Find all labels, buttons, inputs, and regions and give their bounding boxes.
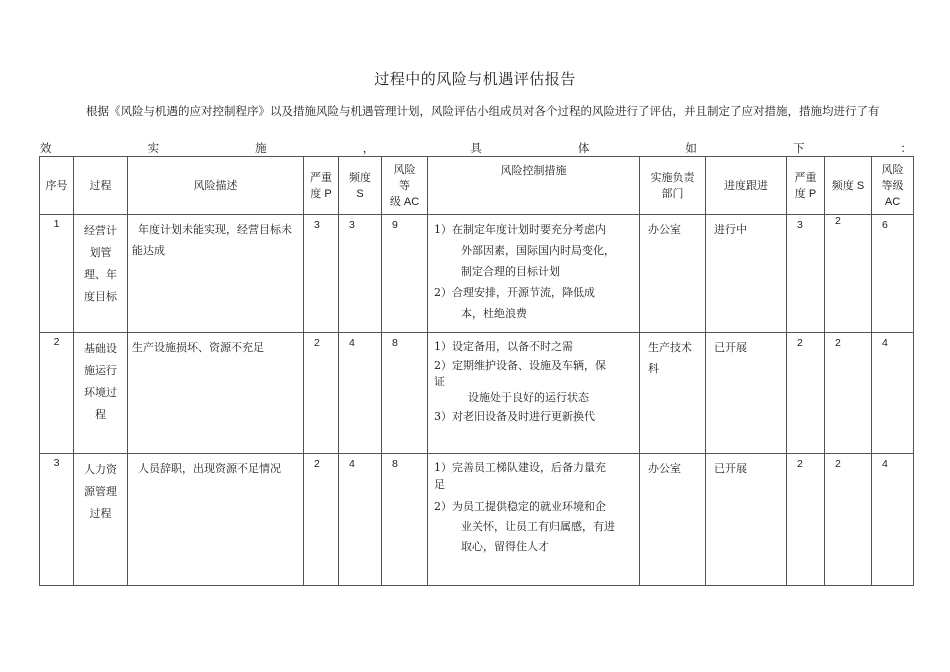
risk-table [39, 156, 914, 586]
row-progress: 已开展 [706, 454, 787, 586]
report-title: 过程中的风险与机遇评估报告 [374, 70, 576, 88]
header-severity-2: 严重 度 P [787, 157, 825, 215]
header-severity: 严重 度 P [304, 157, 339, 215]
row-severity-2: 2 [787, 454, 825, 586]
spread-char: 施 [255, 141, 267, 155]
measure-line: 取心，留得住人才 [461, 540, 549, 553]
intro-paragraph: 根据《风险与机遇的应对控制程序》以及措施风险与机遇管理计划，风险评估小组成员对各个过程的风险进行了评估，并且制定了应对措施，措施均进行了有 [86, 104, 880, 118]
measure-line: 业关怀，让员工有归属感，有进 [461, 520, 615, 533]
row-desc: 生产设施损坏、资源不充足 [128, 333, 304, 454]
row-measures [428, 333, 640, 454]
table-header-row [40, 157, 914, 215]
row-seq: 1 [40, 215, 74, 333]
row-desc: 年度计划未能实现，经营目标未能达成 [128, 215, 304, 333]
row-risk-level-2: 4 [872, 454, 914, 586]
spread-char: ， [362, 141, 375, 155]
row-dept: 办公室 [640, 454, 706, 586]
row-dept: 生产技术科 [640, 333, 706, 454]
row-risk-level: 8 [382, 454, 428, 586]
measure-line: 3）对老旧设备及时进行更新换代 [434, 410, 595, 423]
table-row [40, 454, 914, 586]
row-dept: 办公室 [640, 215, 706, 333]
row-seq: 2 [40, 333, 74, 454]
measure-line: 设施处于良好的运行状态 [468, 391, 589, 404]
row-measures [428, 215, 640, 333]
header-risk-level-2: 风险 等级 AC [872, 157, 914, 215]
spread-char: 效 [40, 141, 52, 155]
row-risk-level: 8 [382, 333, 428, 454]
table-row [40, 333, 914, 454]
spread-char: 具 [470, 141, 482, 155]
measure-line: 1）在制定年度计划时要充分考虑内 [434, 223, 606, 236]
spread-char: 实 [147, 141, 160, 155]
measure-line: 证 [434, 375, 445, 388]
row-severity: 3 [304, 215, 339, 333]
measure-line: 2）合理安排，开源节流，降低成 [434, 286, 595, 299]
row-severity: 2 [304, 454, 339, 586]
row-desc: 人员辞职，出现资源不足情况 [128, 454, 304, 586]
row-frequency: 4 [339, 454, 382, 586]
row-severity-2: 3 [787, 215, 825, 333]
header-frequency-2: 频度 S [825, 157, 872, 215]
header-desc: 风险描述 [128, 157, 304, 215]
measure-line: 2）为员工提供稳定的就业环境和企 [434, 500, 606, 513]
row-frequency-2: 2 [825, 215, 872, 333]
header-progress: 进度跟进 [706, 157, 787, 215]
measure-line: 本，杜绝浪费 [461, 307, 527, 320]
row-process: 人力资源管理过程 [74, 454, 128, 586]
header-risk-level: 风险 等 级 AC [382, 157, 428, 215]
intro-continuation [40, 140, 912, 156]
measure-line: 外部因素，国际国内时局变化， [461, 244, 615, 257]
row-frequency: 4 [339, 333, 382, 454]
header-process: 过程 [74, 157, 128, 215]
row-risk-level: 9 [382, 215, 428, 333]
row-process: 经营计划管理、年度目标 [74, 215, 128, 333]
spread-char: 下 [792, 141, 805, 155]
spread-char: 如 [685, 141, 697, 155]
row-process: 基础设施运行环境过程 [74, 333, 128, 454]
measure-line: 1）完善员工梯队建设，后备力量充 [434, 461, 606, 474]
header-frequency: 频度 S [339, 157, 382, 215]
row-frequency: 3 [339, 215, 382, 333]
header-measures: 风险控制措施 [428, 157, 640, 215]
measure-line: 2）定期维护设备、设施及车辆，保 [434, 359, 606, 372]
row-severity: 2 [304, 333, 339, 454]
measure-line: 制定合理的目标计划 [461, 265, 560, 278]
row-frequency-2: 2 [825, 454, 872, 586]
row-seq: 3 [40, 454, 74, 586]
row-frequency-2: 2 [825, 333, 872, 454]
row-risk-level-2: 6 [872, 215, 914, 333]
row-progress: 已开展 [706, 333, 787, 454]
table-row [40, 215, 914, 333]
row-measures [428, 454, 640, 586]
measure-line: 足 [434, 478, 445, 491]
measure-line: 1）设定备用，以备不时之需 [434, 340, 573, 353]
header-dept: 实施负责 部门 [640, 157, 706, 215]
row-severity-2: 2 [787, 333, 825, 454]
spread-char: ： [900, 141, 912, 155]
row-progress: 进行中 [706, 215, 787, 333]
header-seq: 序号 [40, 157, 74, 215]
row-risk-level-2: 4 [872, 333, 914, 454]
spread-char: 体 [577, 141, 590, 155]
